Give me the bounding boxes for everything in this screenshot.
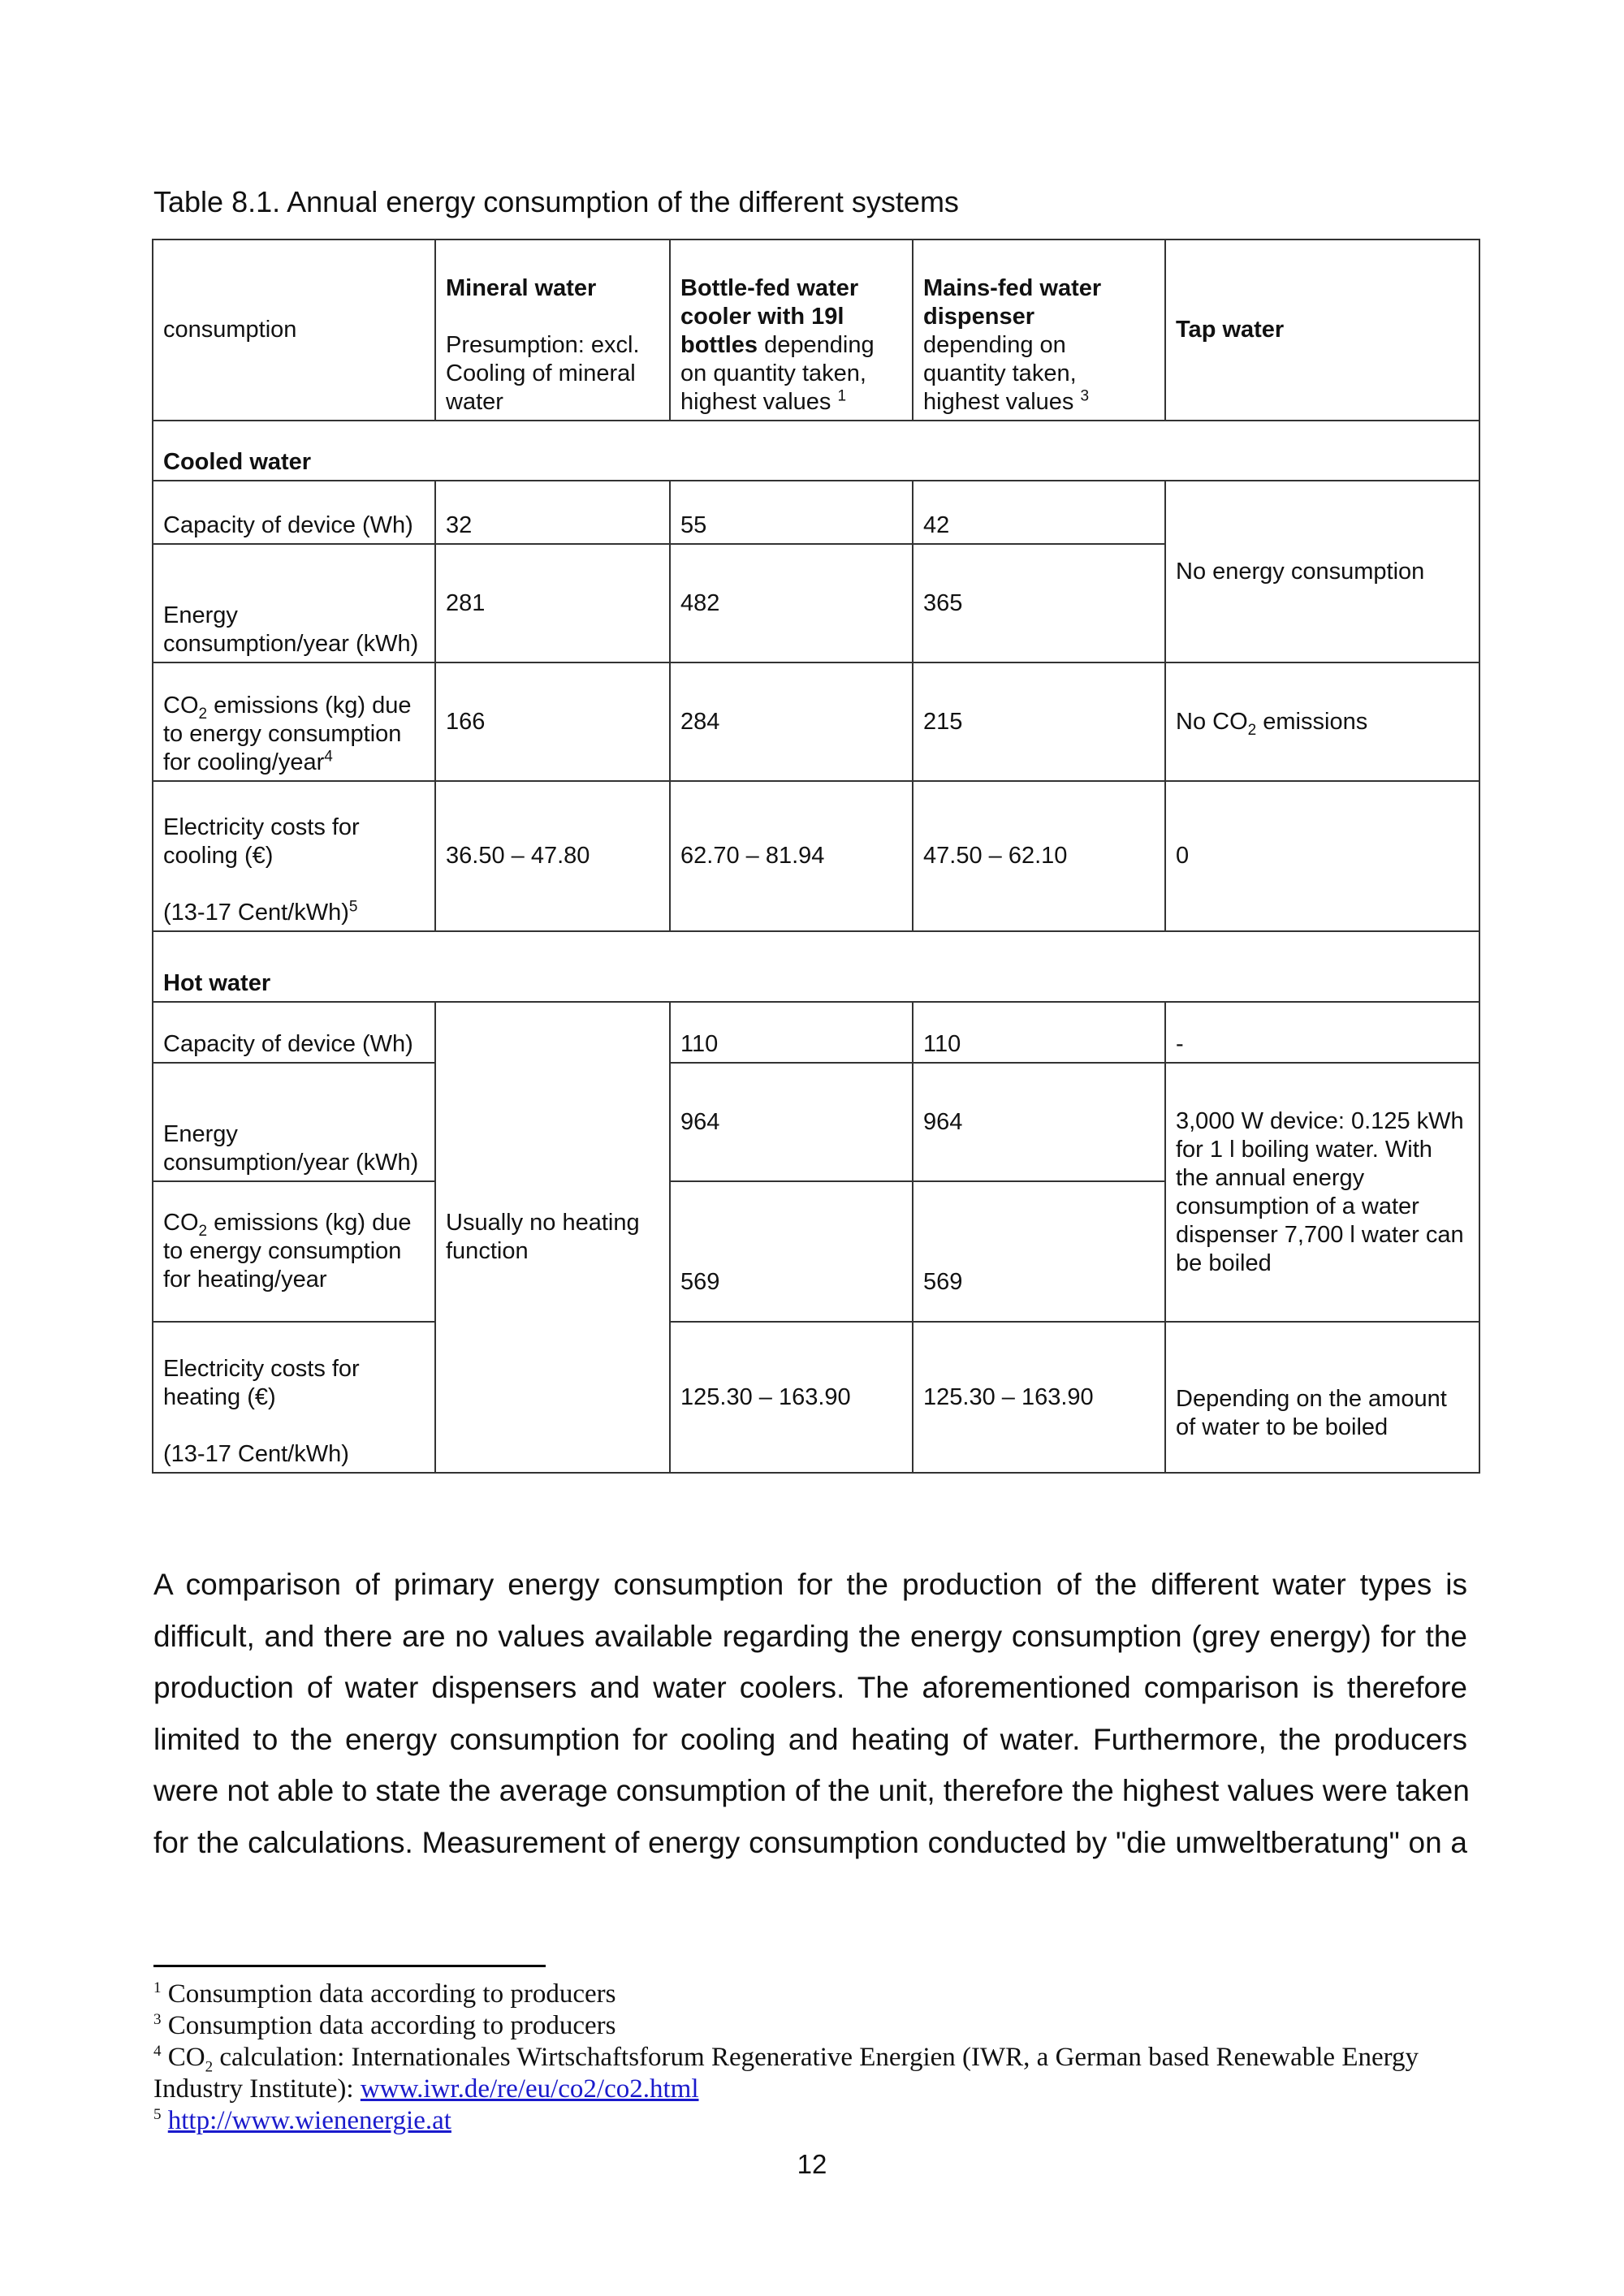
page-number: 12: [797, 2148, 827, 2179]
paragraph-line: limited to the energy consumption for cooling and heating of water. Furthermore, the producers: [153, 1722, 1467, 1756]
label-part: 2: [198, 705, 208, 723]
footnote-ref: 1: [837, 387, 847, 405]
cell: 215: [913, 662, 1165, 781]
cell: 55: [670, 481, 913, 544]
footnote-5: [153, 2105, 1485, 2137]
cell: 569: [913, 1181, 1165, 1322]
paragraph-line: difficult, and there are no values available regarding the energy consumption (grey energy) for the: [153, 1619, 1467, 1653]
cell: 0: [1165, 781, 1479, 931]
header-mineral-title: Mineral water: [446, 275, 597, 301]
cell: 964: [913, 1063, 1165, 1181]
table-header-row: [153, 240, 1479, 421]
cell: 110: [670, 1002, 913, 1063]
header-bottle: [670, 240, 913, 421]
footnote-text: Consumption data according to producers: [167, 2010, 616, 2040]
header-mains-title: Mains-fed water dispenser: [923, 275, 1102, 330]
row-label: [153, 781, 435, 931]
cell-part: No CO: [1176, 708, 1248, 735]
footnote-text: calculation: Internationales Wirtschaftsforum Regenerative Energien (IWR, a German based Renewable Energy: [213, 2042, 1419, 2072]
cell: 166: [435, 662, 670, 781]
cell: 125.30 – 163.90: [913, 1322, 1165, 1473]
cell: 365: [913, 544, 1165, 662]
row-label: Capacity of device (Wh): [153, 481, 435, 544]
row-label: Energy consumption/year (kWh): [153, 1063, 435, 1181]
footnote-number: 1: [153, 1979, 162, 1996]
footnote-4-cont: [153, 2074, 1485, 2105]
footnote-number: 5: [153, 2105, 162, 2123]
table-row: [153, 1063, 1479, 1181]
cell: 32: [435, 481, 670, 544]
paragraph-line: were not able to state the average consumption of the unit, therefore the highest values were taken: [153, 1774, 1470, 1808]
cell: [1165, 662, 1479, 781]
footnote-text: 2: [205, 2058, 214, 2076]
header-mains-note: depending on quantity taken, highest values: [923, 332, 1081, 415]
cell-part: 2: [1247, 721, 1257, 739]
footnote-ref: 4: [324, 748, 333, 766]
section-hot-water: Hot water: [153, 931, 1479, 1002]
iwr-link[interactable]: www.iwr.de/re/eu/co2/co2.html: [360, 2074, 699, 2104]
header-bottle-note: depending on quantity taken, highest values: [680, 332, 875, 415]
body-paragraph: [153, 1559, 1470, 1869]
footnote-divider: [153, 1965, 546, 1967]
cell: 964: [670, 1063, 913, 1181]
row-label: [153, 1322, 435, 1473]
table-row: [153, 1322, 1479, 1473]
footnote-3: [153, 2010, 1485, 2042]
wienenergie-link[interactable]: http://www.wienenergie.at: [167, 2105, 451, 2135]
table-row: [153, 481, 1479, 544]
footnote-text: Industry Institute):: [153, 2074, 361, 2104]
section-row: [153, 931, 1479, 1002]
paragraph-line: A comparison of primary energy consumption for the production of the different water types is: [153, 1568, 1467, 1601]
table-row: [153, 1002, 1479, 1063]
cell: 42: [913, 481, 1165, 544]
cell: Usually no heating function: [435, 1002, 670, 1473]
cell: No energy consumption: [1165, 481, 1479, 662]
header-mineral-note: Presumption: excl. Cooling of mineral water: [446, 332, 640, 415]
label-part: emissions (kg) due to energy consumption for heating/year: [163, 1210, 412, 1293]
paragraph-line: for the calculations. Measurement of energy consumption conducted by "die umweltberatung" on a: [153, 1825, 1467, 1859]
label-part: (13-17 Cent/kWh): [163, 1441, 349, 1467]
header-label: consumption: [163, 317, 297, 343]
cell: 110: [913, 1002, 1165, 1063]
cell-part: emissions: [1256, 708, 1368, 735]
footnote-number: 3: [153, 2010, 162, 2028]
row-label: [153, 662, 435, 781]
row-label: Energy consumption/year (kWh): [153, 544, 435, 662]
footnote-number: 4: [153, 2042, 162, 2060]
cell: 36.50 – 47.80: [435, 781, 670, 931]
footnote-ref: 3: [1080, 387, 1090, 405]
label-part: 2: [198, 1222, 208, 1240]
cell: 62.70 – 81.94: [670, 781, 913, 931]
cell: 3,000 W device: 0.125 kWh for 1 l boiling water. With the annual energy consumption of a water dispenser 7,700 l water can be boiled: [1165, 1063, 1479, 1322]
footnote-1: [153, 1979, 1485, 2010]
paragraph-line: production of water dispensers and water coolers. The aforementioned comparison is therefore: [153, 1671, 1467, 1705]
label-part: CO: [163, 693, 199, 719]
label-part: emissions (kg) due to energy consumption for cooling/year: [163, 693, 412, 775]
label-part: Electricity costs for heating (€): [163, 1356, 360, 1410]
cell: 284: [670, 662, 913, 781]
header-consumption: [153, 240, 435, 421]
table-row: [153, 781, 1479, 931]
cell: -: [1165, 1002, 1479, 1063]
label-part: Electricity costs for cooling (€): [163, 814, 360, 869]
cell: 47.50 – 62.10: [913, 781, 1165, 931]
row-label: Capacity of device (Wh): [153, 1002, 435, 1063]
label-part: CO: [163, 1210, 199, 1236]
energy-consumption-table: [152, 239, 1480, 1474]
footnote-ref: 5: [348, 898, 358, 916]
label-part: (13-17 Cent/kWh): [163, 900, 349, 926]
footnote-text: Consumption data according to producers: [167, 1979, 616, 2009]
table-row: [153, 662, 1479, 781]
cell: Depending on the amount of water to be boiled: [1165, 1322, 1479, 1473]
header-bottle-title: Bottle-fed water cooler with 19l bottles: [680, 275, 859, 358]
section-row: [153, 421, 1479, 481]
footnote-4: [153, 2042, 1485, 2074]
section-cooled-water: Cooled water: [153, 421, 1479, 481]
cell: 482: [670, 544, 913, 662]
cell: 281: [435, 544, 670, 662]
table-caption: Table 8.1. Annual energy consumption of the different systems: [153, 185, 959, 218]
cell: 569: [670, 1181, 913, 1322]
header-mineral: [435, 240, 670, 421]
footnote-text: CO: [167, 2042, 205, 2072]
header-mains: [913, 240, 1165, 421]
row-label: [153, 1181, 435, 1322]
header-tap: Tap water: [1165, 240, 1479, 421]
cell: 125.30 – 163.90: [670, 1322, 913, 1473]
footnotes: [153, 1979, 1485, 2137]
